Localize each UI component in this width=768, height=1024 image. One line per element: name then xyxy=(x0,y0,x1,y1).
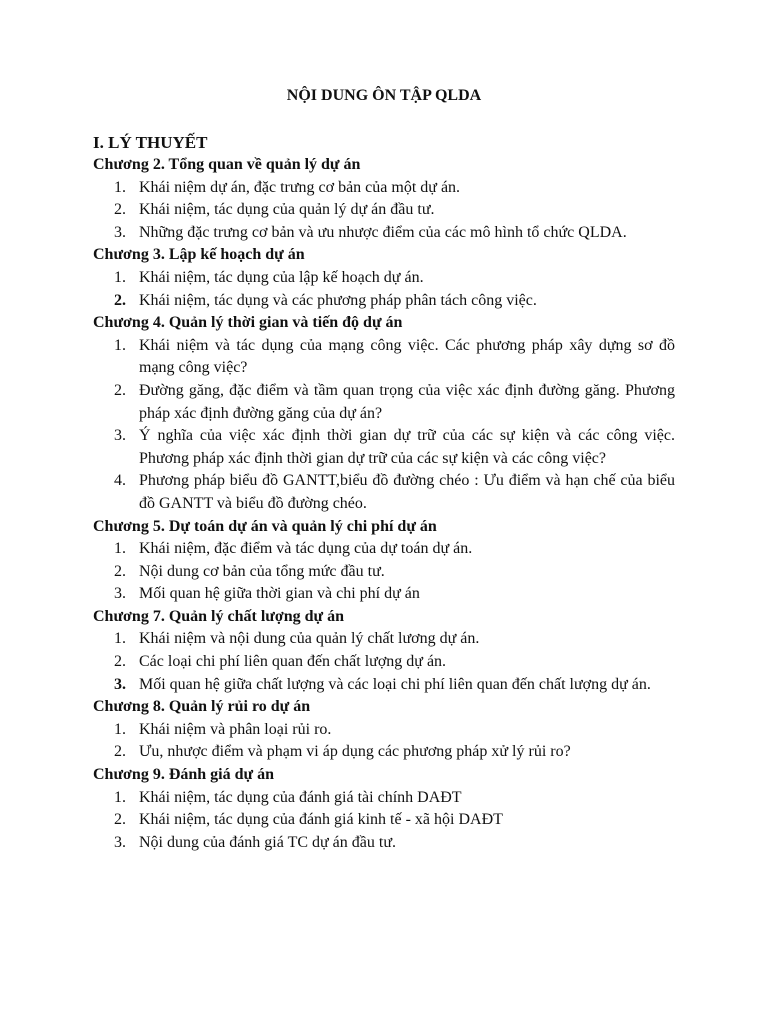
item-number: 1. xyxy=(114,720,126,738)
chapter-list xyxy=(93,154,675,854)
item-number: 2. xyxy=(114,562,126,580)
item-number: 1. xyxy=(114,630,126,648)
item-text: Khái niệm, tác dụng của lập kế hoạch dự án. xyxy=(139,268,424,286)
item-text: Phương pháp biểu đồ GANTT,biểu đồ đường chéo : Ưu điểm và hạn chế của biểu đồ GANTT và biểu đồ đường chéo. xyxy=(139,472,675,512)
item-text: Mối quan hệ giữa thời gian và chi phí dự án xyxy=(139,585,420,603)
item-number: 2. xyxy=(114,201,126,219)
item-number: 1. xyxy=(114,336,126,354)
list-item xyxy=(93,199,675,222)
chapter-heading: Chương 4. Quản lý thời gian và tiến độ dự án xyxy=(93,314,403,332)
item-text: Khái niệm và phân loại rủi ro. xyxy=(139,720,332,738)
chapter-heading: Chương 8. Quản lý rủi ro dự án xyxy=(93,698,311,716)
item-text: Khái niệm, tác dụng và các phương pháp phân tách công việc. xyxy=(139,291,537,309)
list-item xyxy=(93,290,675,313)
item-text: Mối quan hệ giữa chất lượng và các loại chi phí liên quan đến chất lượng dự án. xyxy=(139,675,651,693)
list-item xyxy=(93,335,675,380)
item-text: Ưu, nhược điểm và phạm vi áp dụng các phương pháp xử lý rủi ro? xyxy=(139,743,571,761)
item-number: 3. xyxy=(114,675,126,693)
list-item xyxy=(93,787,675,810)
item-text: Các loại chi phí liên quan đến chất lượng dự án. xyxy=(139,653,447,671)
item-text: Khái niệm, tác dụng của quản lý dự án đầu tư. xyxy=(139,201,435,219)
item-number: 2. xyxy=(114,811,126,829)
item-number: 3. xyxy=(114,833,126,851)
item-number: 2. xyxy=(114,381,126,399)
list-item xyxy=(93,674,675,697)
item-text: Nội dung của đánh giá TC dự án đầu tư. xyxy=(139,833,396,851)
item-text: Ý nghĩa của việc xác định thời gian dự trữ của các sự kiện và các công việc. Phương pháp xác định thời gian dự trữ của các sự kiện và các công việc? xyxy=(139,427,675,467)
item-text: Khái niệm, tác dụng của đánh giá kinh tế - xã hội DAĐT xyxy=(139,811,503,829)
item-text: Khái niệm, tác dụng của đánh giá tài chính DAĐT xyxy=(139,788,462,806)
chapter-heading: Chương 5. Dự toán dự án và quản lý chi phí dự án xyxy=(93,517,437,535)
list-item xyxy=(93,177,675,200)
list-item xyxy=(93,628,675,651)
section-heading: I. LÝ THUYẾT xyxy=(93,133,208,152)
chapter-heading: Chương 7. Quản lý chất lượng dự án xyxy=(93,607,345,625)
item-text: Khái niệm và tác dụng của mạng công việc. Các phương pháp xây dựng sơ đồ mạng công việc? xyxy=(139,336,675,377)
item-number: 4. xyxy=(114,472,126,490)
item-text: Khái niệm dự án, đặc trưng cơ bản của một dự án. xyxy=(139,178,461,196)
item-number: 3. xyxy=(114,427,126,445)
document-title: NỘI DUNG ÔN TẬP QLDA xyxy=(286,87,482,104)
item-number: 1. xyxy=(114,540,126,558)
item-text: Khái niệm và nội dung của quản lý chất lương dự án. xyxy=(139,630,480,648)
item-number: 1. xyxy=(114,788,126,806)
item-number: 2. xyxy=(114,743,126,761)
item-text: Nội dung cơ bản của tổng mức đầu tư. xyxy=(139,562,385,580)
item-number: 2. xyxy=(114,653,126,671)
item-text: Khái niệm, đặc điểm và tác dụng của dự toán dự án. xyxy=(139,540,473,558)
chapter-heading: Chương 9. Đánh giá dự án xyxy=(93,766,275,784)
item-text: Những đặc trưng cơ bản và ưu nhược điểm của các mô hình tổ chức QLDA. xyxy=(139,223,627,241)
list-item xyxy=(93,651,675,674)
list-item xyxy=(93,470,675,515)
item-text: Đường găng, đặc điểm và tầm quan trọng của việc xác định đường găng. Phương pháp xác định đường găng của dự án? xyxy=(139,381,675,422)
item-number: 3. xyxy=(114,223,126,241)
list-item xyxy=(93,538,675,561)
list-item xyxy=(93,583,675,606)
list-item xyxy=(93,741,675,764)
list-item xyxy=(93,267,675,290)
list-item xyxy=(93,561,675,584)
list-item xyxy=(93,425,675,470)
chapter-heading: Chương 2. Tổng quan về quản lý dự án xyxy=(93,156,361,173)
list-item xyxy=(93,380,675,425)
item-number: 1. xyxy=(114,178,126,196)
list-item xyxy=(93,719,675,742)
item-number: 3. xyxy=(114,585,126,603)
list-item xyxy=(93,222,675,245)
list-item xyxy=(93,809,675,832)
chapter-heading: Chương 3. Lập kế hoạch dự án xyxy=(93,246,305,264)
item-number: 2. xyxy=(114,291,126,309)
item-number: 1. xyxy=(114,268,126,286)
list-item xyxy=(93,832,675,855)
